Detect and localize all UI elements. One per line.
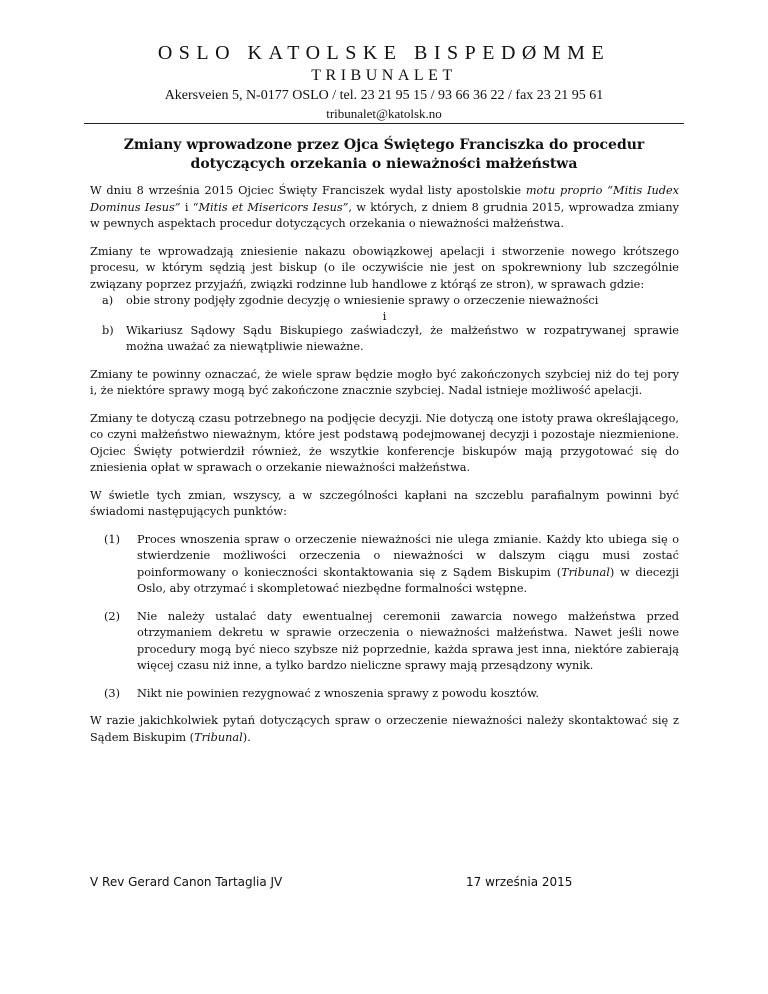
list-text: Nie należy ustalać daty ewentualnej ceremonii zawarcia nowego małżeństwa przed otrzymaniem dekretu w sprawie orzeczenia o nieważności małżeństwa. Nawet jeśli nowe procedury mogą być nieco szybsze niż poprzednie, każda sprawa jest inna, niektóre zabierają więcej czasu niż inne, a tylko bardzo nieliczne sprawy mają przesądzony wynik. <box>137 609 679 672</box>
paragraph-changes: Zmiany te wprowadzają zniesienie nakazu obowiązkowej apelacji i stworzenie nowego krótszego procesu, w którym sędzią jest biskup (o ile oczywiście nie jest on spokrewniony lub szczególnie związany poprzez przyjaźń, związki rodzinne lub handlowe z którąś ze stron), w sprawach gdzie: <box>90 244 679 291</box>
document-date: 17 września 2015 <box>466 875 573 889</box>
numbered-item-2 <box>90 609 679 675</box>
document-title: Zmiany wprowadzone przez Ojca Świętego Franciszka do procedur dotyczących orzekania o nieważności małżeństwa <box>123 137 645 172</box>
list-connector: i <box>382 309 387 323</box>
paragraph-faster: Zmiany te powinny oznaczać, że wiele spraw będzie mogło być zakończonych szybciej niż do tej pory i, że niektóre sprawy mogą być zakończone znacznie szybciej. Nadal istnieje możliwość apelacji. <box>90 367 679 397</box>
list-item-b <box>90 323 679 356</box>
list-item-a <box>90 293 679 310</box>
diocese-title: OSLO KATOLSKE BISPEDØMME <box>157 42 611 64</box>
contact-address: Akersveien 5, N-0177 OSLO / tel. 23 21 95 15 / 93 66 36 22 / fax 23 21 95 61 <box>164 88 604 103</box>
list-marker: (3) <box>104 686 121 700</box>
list-text: Wikariusz Sądowy Sądu Biskupiego zaświadczył, że małżeństwo w rozpatrywanej sprawie można uważać za niewątpliwie nieważne. <box>126 323 679 353</box>
numbered-item-1 <box>90 532 679 598</box>
list-marker: b) <box>102 323 114 337</box>
paragraph-awareness: W świetle tych zmian, wszyscy, a w szczególności kapłani na szczeblu parafialnym powinni być świadomi następujących punktów: <box>90 488 679 518</box>
paragraph-intro: W dniu 8 września 2015 Ojciec Święty Franciszek wydał listy apostolskie motu proprio “Mitis Iudex Dominus Iesus” i “Mitis et Misericors Iesus”, w których, z dniem 8 grudnia 2015, wprowadza zmiany w pewnych aspektach procedur dotyczących orzekania o nieważności małżeństwa. <box>90 184 680 230</box>
tribunal-subtitle: TRIBUNALET <box>311 67 457 84</box>
document-body <box>90 183 679 757</box>
list-text: Proces wnoszenia spraw o orzeczenie nieważności nie ulega zmianie. Każdy kto ubiega się o stwierdzenie możliwości orzeczenia o nieważności w dalszym ciągu musi zostać poinformowany o konieczności skontaktowania się z Sądem Biskupim (Tribunal) w diecezji Oslo, aby otrzymać i skompletować niezbędne formalności wstępne. <box>137 532 679 595</box>
list-text: Nikt nie powinien rezygnować z wnoszenia sprawy z powodu kosztów. <box>137 686 539 700</box>
list-marker: a) <box>102 294 114 307</box>
header-divider <box>84 123 684 124</box>
paragraph-time: Zmiany te dotyczą czasu potrzebnego na podjęcie decyzji. Nie dotyczą one istoty prawa określającego, co czyni małżeństwo nieważnym, które jest podstawą podejmowanej decyzji i pozostaje niezmienione. Ojciec Święty potwierdził również, że wszytkie konferencje biskupów mają przygotować się do zniesienia opłat w sprawach o orzekanie nieważności małżeństwa. <box>90 411 679 474</box>
paragraph-contact: W razie jakichkolwiek pytań dotyczących spraw o orzeczenie nieważności należy skontaktować się z Sądem Biskupim (Tribunal). <box>90 714 679 744</box>
list-marker: (2) <box>104 609 121 623</box>
list-text: obie strony podjęły zgodnie decyzję o wniesienie sprawy o orzeczenie nieważności <box>126 294 599 307</box>
numbered-item-3 <box>90 686 679 703</box>
signature: V Rev Gerard Canon Tartaglia JV <box>90 875 283 889</box>
list-marker: (1) <box>104 532 121 546</box>
contact-email: tribunalet@katolsk.no <box>326 106 442 121</box>
